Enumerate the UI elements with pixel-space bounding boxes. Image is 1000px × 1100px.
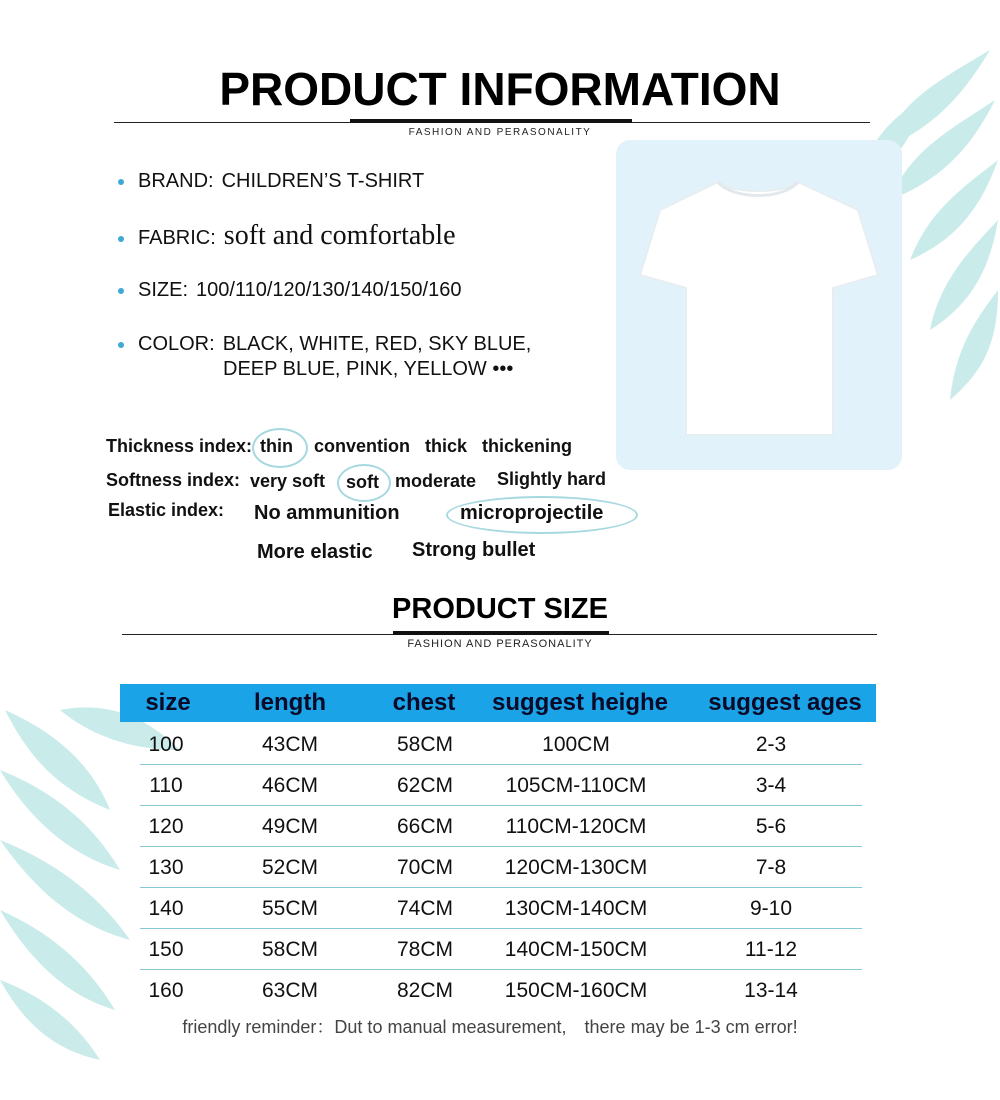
size-label: SIZE: bbox=[138, 279, 189, 301]
column-header-size: size bbox=[145, 689, 191, 716]
table-cell: 55CM bbox=[261, 897, 319, 920]
elastic-label: Elastic index: bbox=[108, 500, 225, 520]
table-row-divider bbox=[140, 928, 862, 929]
softness-option-moderate: moderate bbox=[395, 471, 477, 491]
table-cell: 13-14 bbox=[744, 979, 798, 1002]
fabric-row bbox=[118, 220, 456, 252]
column-header-suggest-height: suggest heighe bbox=[491, 689, 669, 716]
table-cell: 120CM-130CM bbox=[504, 856, 648, 879]
brand-label: BRAND: bbox=[138, 170, 214, 192]
table-row-divider bbox=[140, 969, 862, 970]
table-cell: 58CM bbox=[396, 733, 454, 756]
table-cell: 130 bbox=[148, 856, 184, 879]
table-cell: 11-12 bbox=[744, 938, 798, 961]
fabric-label: FABRIC: bbox=[138, 227, 216, 249]
elastic-option-no-ammunition: No ammunition bbox=[254, 502, 400, 524]
table-row-divider bbox=[140, 764, 862, 765]
size-table-header bbox=[120, 684, 876, 722]
size-section-subtitle: FASHION AND PERASONALITY bbox=[407, 638, 593, 650]
page-subtitle: FASHION AND PERASONALITY bbox=[408, 127, 592, 138]
table-cell: 110CM-120CM bbox=[505, 815, 647, 838]
table-cell: 105CM-110CM bbox=[505, 774, 647, 797]
size-section-title: PRODUCT SIZE bbox=[392, 593, 608, 625]
tshirt-image bbox=[628, 170, 888, 440]
friendly-reminder: friendly reminder：Dut to manual measurement, there may be 1-3 cm error! bbox=[182, 1017, 798, 1037]
table-cell: 110 bbox=[149, 774, 183, 797]
bullet-icon bbox=[118, 342, 124, 348]
softness-option-soft: soft bbox=[346, 472, 379, 492]
table-row-divider bbox=[140, 805, 862, 806]
column-header-length: length bbox=[254, 689, 326, 716]
table-cell: 58CM bbox=[261, 938, 319, 961]
thickness-option-thin: thin bbox=[260, 436, 293, 456]
page-title: PRODUCT INFORMATION bbox=[219, 63, 781, 115]
bullet-icon bbox=[118, 179, 124, 185]
thickness-selected-circle bbox=[252, 428, 308, 468]
table-cell: 150CM-160CM bbox=[504, 979, 648, 1002]
table-cell: 2-3 bbox=[755, 733, 787, 756]
table-cell: 100 bbox=[148, 733, 184, 756]
table-cell: 9-10 bbox=[749, 897, 793, 920]
table-cell: 74CM bbox=[396, 897, 454, 920]
softness-selected-circle bbox=[337, 464, 391, 502]
size-title-rule-accent bbox=[393, 631, 609, 635]
size-row bbox=[118, 279, 461, 302]
size-value: 100/110/120/130/140/150/160 bbox=[196, 279, 462, 301]
table-cell: 49CM bbox=[261, 815, 319, 838]
brand-value: CHILDREN’S T-SHIRT bbox=[221, 170, 425, 192]
table-cell: 140CM-150CM bbox=[504, 938, 648, 961]
table-cell: 160 bbox=[148, 979, 184, 1002]
table-cell: 100CM bbox=[542, 733, 610, 756]
color-label: COLOR: bbox=[138, 333, 215, 355]
table-cell: 78CM bbox=[396, 938, 454, 961]
thickness-option-thick: thick bbox=[425, 436, 468, 456]
table-cell: 3-4 bbox=[755, 774, 787, 797]
table-cell: 46CM bbox=[261, 774, 319, 797]
color-value-line1: BLACK, WHITE, RED, SKY BLUE, bbox=[222, 333, 532, 355]
color-value-line2: DEEP BLUE, PINK, YELLOW ••• bbox=[223, 358, 514, 380]
table-cell: 70CM bbox=[396, 856, 454, 879]
table-cell: 63CM bbox=[261, 979, 319, 1002]
table-cell: 7-8 bbox=[755, 856, 787, 879]
table-cell: 140 bbox=[148, 897, 184, 920]
softness-option-very-soft: very soft bbox=[250, 471, 326, 491]
column-header-chest: chest bbox=[392, 689, 456, 716]
brand-row bbox=[118, 170, 424, 193]
thickness-option-thickening: thickening bbox=[482, 436, 573, 456]
column-header-suggest-ages: suggest ages bbox=[708, 689, 862, 716]
thickness-label: Thickness index: bbox=[106, 436, 253, 456]
table-cell: 43CM bbox=[261, 733, 319, 756]
table-cell: 52CM bbox=[261, 856, 319, 879]
table-cell: 82CM bbox=[396, 979, 454, 1002]
table-row-divider bbox=[140, 887, 862, 888]
table-cell: 150 bbox=[148, 938, 184, 961]
elastic-option-microprojectile: microprojectile bbox=[460, 502, 604, 524]
title-rule-accent bbox=[350, 119, 632, 123]
bullet-icon bbox=[118, 236, 124, 242]
softness-option-slightly-hard: Slightly hard bbox=[497, 469, 607, 489]
elastic-option-strong-bullet: Strong bullet bbox=[412, 539, 536, 561]
table-cell: 62CM bbox=[396, 774, 454, 797]
elastic-selected-circle bbox=[446, 496, 638, 534]
table-cell: 66CM bbox=[396, 815, 454, 838]
table-cell: 120 bbox=[148, 815, 184, 838]
softness-label: Softness index: bbox=[106, 470, 241, 490]
table-row-divider bbox=[140, 846, 862, 847]
fabric-value: soft and comfortable bbox=[223, 220, 456, 251]
color-row bbox=[118, 333, 531, 356]
elastic-option-more-elastic: More elastic bbox=[257, 541, 373, 563]
table-cell: 5-6 bbox=[755, 815, 787, 838]
table-cell: 130CM-140CM bbox=[504, 897, 648, 920]
bullet-icon bbox=[118, 288, 124, 294]
thickness-option-convention: convention bbox=[314, 436, 411, 456]
